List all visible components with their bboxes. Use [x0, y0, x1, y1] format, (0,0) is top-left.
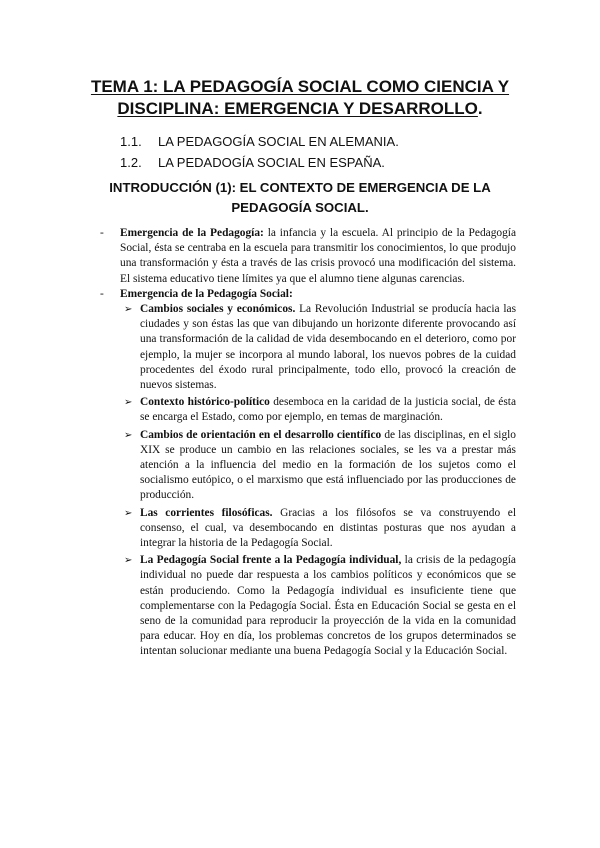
sub-item-text: Gracias a los filósofos se va construyendo el consenso, el cual, va desembocando en distintas posturas que nos ayudan a integrar la historia de la Pedagogía Social.	[140, 506, 516, 550]
item-heading: Emergencia de la Pedagogía:	[120, 227, 264, 239]
sub-item-heading: Cambios de orientación en el desarrollo científico	[140, 428, 382, 441]
arrow-bullet-icon: ➢	[124, 304, 133, 316]
section-heading-line-1: INTRODUCCIÓN (1): EL CONTEXTO DE EMERGENCIA DE LA	[109, 180, 491, 195]
toc-number: 1.2.	[120, 155, 142, 170]
dash-bullet: -	[100, 227, 104, 239]
section-heading-line-2: PEDAGOGÍA SOCIAL.	[231, 200, 369, 215]
toc-text: LA PEDAGOGÍA SOCIAL EN ALEMANIA.	[158, 134, 399, 149]
toc-item	[120, 152, 399, 173]
page-title	[60, 76, 540, 120]
sub-item-heading: La Pedagogía Social frente a la Pedagogía individual,	[140, 554, 402, 567]
toc-number: 1.1.	[120, 134, 142, 149]
item-text: la infancia y la escuela. Al principio de la Pedagogía Social, ésta se centraba en la escuela para transmitir los conocimientos, lo que produjo una transformación y ésta a través de las crisis provocó una modificación del sistema. El sistema educativo tiene límites ya que el alumno tiene algunas carencias.	[120, 227, 516, 285]
sub-item-text: la crisis de la pedagogía individual no puede dar respuesta a los cambios políticos y económicos que se están produciendo. Como la Pedagogía individual es insuficiente tiene que complementarse con la Pedagogía Social. Ésta en Educación Social se gesta en el seno de la comunidad para reproducir la proyección de la vida en la comunidad para educar. Hoy en día, los problemas concretos de los grupos determinados se intentan solucionar mediante una buena Pedagogía Social y la Educación Social.	[140, 554, 516, 658]
sub-item-text: La Revolución Industrial se producía hacia las ciudades y son éstas las que van dibujando un horizonte diferente provocando así una transformación de la calidad de vida desembocando en el deterioro, como por ejemplo, la mujer se incorpora al mundo laboral, los nuevos pobres de la cuidad procedentes del éxodo rural principalmente, todo ello, provocó la creación de nuevos sistemas.	[140, 303, 517, 392]
arrow-bullet-icon: ➢	[124, 429, 133, 441]
table-of-contents	[120, 131, 399, 173]
title-line-1: TEMA 1: LA PEDAGOGÍA SOCIAL COMO CIENCIA Y	[90, 77, 510, 96]
section-heading	[100, 178, 500, 218]
title-period: .	[477, 99, 483, 118]
sub-list-item	[100, 302, 516, 393]
sub-item-heading: Cambios sociales y económicos.	[140, 303, 296, 316]
arrow-bullet-icon: ➢	[124, 397, 133, 409]
title-line-2: DISCIPLINA: EMERGENCIA Y DESARROLLO	[117, 99, 478, 118]
sub-item-heading: Las corrientes filosóficas.	[140, 506, 273, 519]
dash-bullet: -	[100, 287, 104, 300]
arrow-bullet-icon: ➢	[124, 507, 133, 519]
sub-item-heading: Contexto histórico-político	[140, 396, 270, 409]
toc-text: LA PEDADOGÍA SOCIAL EN ESPAÑA.	[158, 155, 385, 170]
sub-list-item	[100, 506, 516, 552]
sub-list	[100, 302, 516, 660]
sub-item-text: desemboca en la caridad de la justicia social, de ésta se encarga el Estado, como por ejemplo, en temas de marginación.	[140, 396, 517, 424]
list-item	[100, 287, 516, 302]
toc-item	[120, 131, 399, 152]
sub-item-text: de las disciplinas, en el siglo XIX se produce un cambio en las relaciones sociales, se les va a prestar más atención a la influencia del medio en la formación de los sujetos como el socialismo eutópico, o el marxismo que está influenciado por las producciones de producción.	[140, 428, 516, 502]
list-item	[100, 226, 516, 287]
item-heading: Emergencia de la Pedagogía Social:	[120, 287, 293, 300]
sub-list-item	[100, 395, 516, 425]
document-body	[100, 226, 516, 662]
sub-list-item	[100, 553, 516, 659]
arrow-bullet-icon: ➢	[124, 555, 133, 567]
sub-list-item	[100, 428, 516, 504]
